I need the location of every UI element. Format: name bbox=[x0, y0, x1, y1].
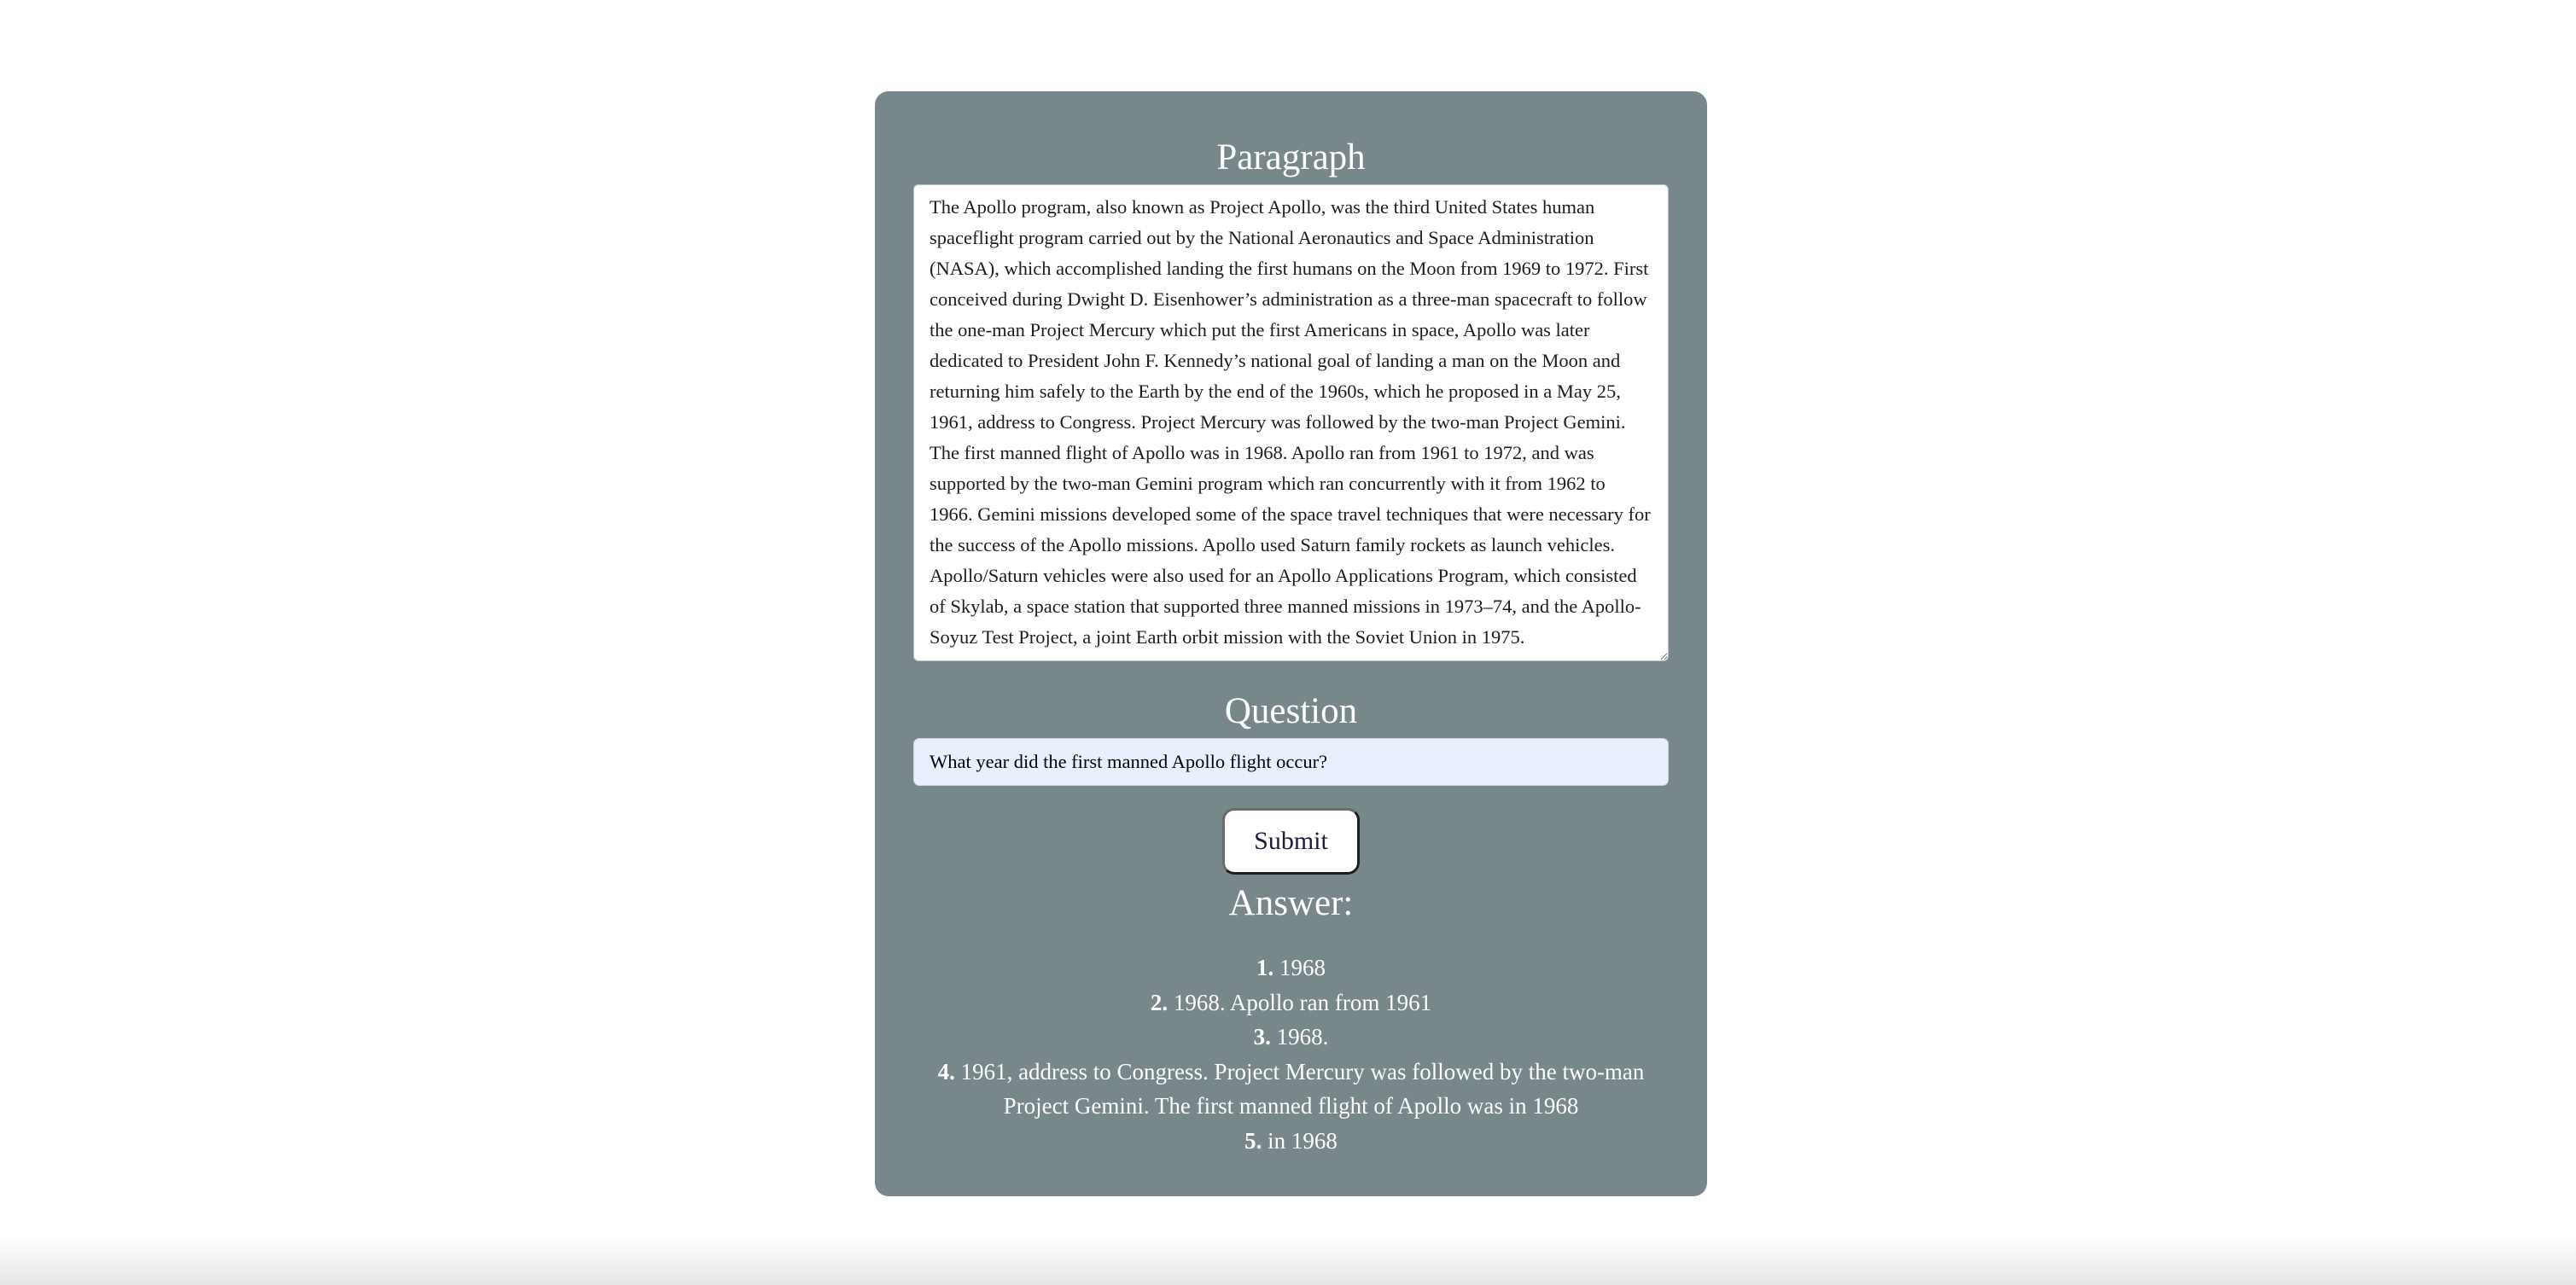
answer-item bbox=[926, 1055, 1656, 1124]
answer-number: 1. bbox=[1256, 955, 1274, 980]
page-bottom-shade bbox=[0, 1234, 2576, 1285]
paragraph-textarea[interactable] bbox=[913, 184, 1669, 661]
answer-text: 1968 bbox=[1279, 955, 1326, 980]
answer-number: 3. bbox=[1253, 1024, 1271, 1050]
answer-text: 1961, address to Congress. Project Mercury was followed by the two-man Project Gemini. The first manned flight of Apollo was in 1968 bbox=[960, 1058, 1645, 1119]
answer-item bbox=[926, 1020, 1656, 1055]
paragraph-heading: Paragraph bbox=[1216, 137, 1366, 177]
answer-number: 5. bbox=[1244, 1127, 1262, 1154]
answer-text: 1968. Apollo ran from 1961 bbox=[1173, 989, 1432, 1015]
question-input[interactable] bbox=[913, 738, 1669, 786]
qa-card bbox=[875, 91, 1707, 1196]
answer-number: 4. bbox=[937, 1058, 955, 1084]
answer-number: 2. bbox=[1150, 989, 1169, 1015]
answer-item bbox=[926, 951, 1656, 986]
answer-item bbox=[926, 1124, 1656, 1159]
answer-list bbox=[926, 951, 1656, 1159]
answer-text: in 1968 bbox=[1268, 1127, 1338, 1154]
submit-button[interactable]: Submit bbox=[1222, 808, 1360, 875]
answer-heading: Answer: bbox=[1228, 883, 1354, 923]
question-heading: Question bbox=[1224, 691, 1358, 731]
answer-text: 1968. bbox=[1276, 1024, 1329, 1050]
answer-item bbox=[926, 986, 1656, 1020]
